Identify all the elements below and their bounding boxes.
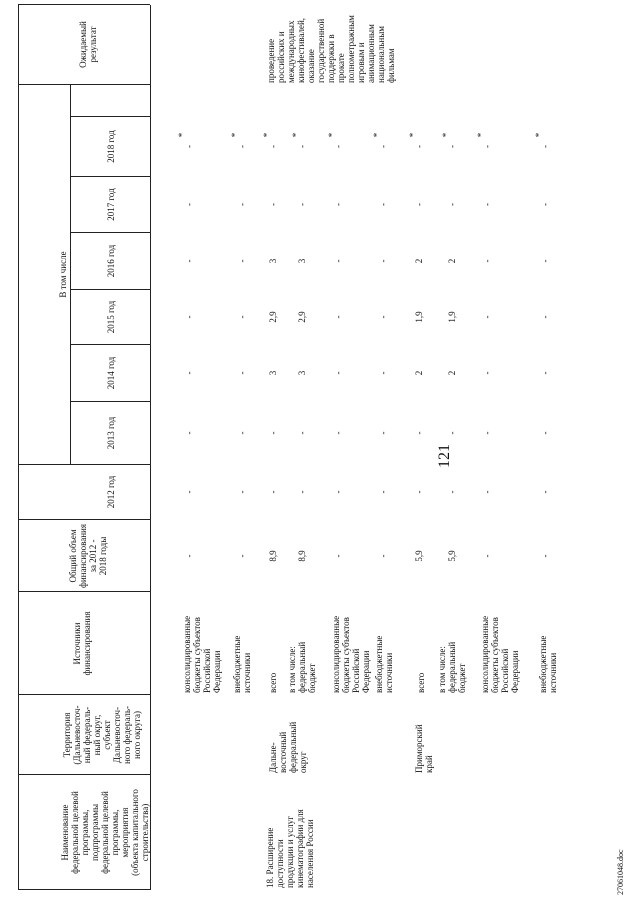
row-value: - (237, 259, 247, 263)
row-value: 3 (268, 258, 278, 264)
row-star: * (327, 132, 337, 138)
row-value: - (184, 371, 194, 375)
row-value: - (378, 490, 388, 494)
row-value: - (297, 490, 307, 494)
row-source: в том числе: федеральный бюджет (437, 641, 467, 693)
row-value: - (237, 315, 247, 319)
row-value: - (333, 431, 343, 435)
rule (18, 889, 150, 890)
header-name: Наименование федеральной целевой программы, подпрограммы федеральной целевой программы, мероприятия (объекта капитального строительства) (60, 789, 150, 876)
row-value: - (447, 203, 457, 206)
row-value: - (540, 145, 550, 148)
row-value: 2 (447, 370, 457, 376)
row-value: - (482, 490, 492, 494)
row-value: 2,9 (297, 311, 307, 323)
row-value: - (184, 490, 194, 494)
row-value: - (540, 203, 550, 206)
row-source: в том числе: федеральный бюджет (287, 641, 317, 693)
row-value: - (268, 145, 278, 148)
row-value: - (378, 259, 388, 263)
header-total: Общий объем финансирования за 2012 - 2018 годы (68, 524, 108, 588)
row-value: - (333, 145, 343, 148)
table-top-rule (18, 5, 19, 890)
row-total: 8,9 (268, 550, 278, 562)
header-year-2016: 2016 год (106, 244, 116, 278)
territory-primorsky: Приморский край (414, 724, 434, 773)
rule (18, 591, 150, 592)
row-value: - (482, 259, 492, 263)
item-result: проведение российских и международных кинофестивалей, оказание государственной поддержки в прокате полнометражным игровым и анимационным национальным фильмам (266, 15, 396, 83)
row-value: 2 (414, 370, 424, 376)
row-value: 1,9 (447, 311, 457, 323)
page-number: 121 (436, 444, 453, 468)
row-value: - (333, 490, 343, 494)
row-star: * (262, 132, 272, 138)
row-value: - (297, 431, 307, 435)
row-total: - (184, 554, 194, 558)
header-sources: Источники финансирования (72, 611, 92, 676)
rule (18, 519, 150, 520)
row-value: - (237, 490, 247, 494)
row-value: - (482, 145, 492, 148)
row-value: - (184, 145, 194, 148)
row-value: 2 (414, 258, 424, 264)
row-value: - (447, 431, 457, 435)
header-territory: Территория (Дальневосточ- ный федераль- ный округ, субъект Дальневосточ- ного федераль- ного округа) (62, 705, 142, 765)
row-value: - (237, 371, 247, 375)
header-year-2012: 2012 год (106, 475, 116, 509)
row-source: консолидированные бюджеты субъектов Российской Федерации (331, 615, 371, 693)
header-year-2013: 2013 год (106, 416, 116, 450)
row-value: - (297, 203, 307, 206)
row-value: - (447, 490, 457, 494)
row-star: * (441, 132, 451, 138)
row-value: - (184, 259, 194, 263)
row-source: внебюджетные источники (538, 635, 558, 693)
row-source: всего (268, 672, 278, 693)
row-value: - (482, 203, 492, 206)
row-value: - (184, 315, 194, 319)
row-value: - (268, 203, 278, 206)
header-year-2014: 2014 год (106, 356, 116, 390)
row-value: - (184, 431, 194, 435)
row-value: - (237, 145, 247, 148)
row-value: - (237, 203, 247, 206)
row-value: - (268, 490, 278, 494)
row-value: - (333, 203, 343, 206)
row-value: - (333, 315, 343, 319)
row-star: * (291, 132, 301, 138)
file-name-footer: 27061048.doc (616, 849, 625, 895)
row-value: - (237, 431, 247, 435)
row-total: - (237, 554, 247, 558)
row-source: консолидированные бюджеты субъектов Российской Федерации (182, 615, 222, 693)
row-source: всего (416, 672, 426, 693)
row-source: внебюджетные источники (374, 635, 394, 693)
row-value: - (540, 431, 550, 435)
row-star: * (476, 132, 486, 138)
row-total: 5,9 (414, 550, 424, 562)
row-value: - (414, 431, 424, 435)
row-value: - (414, 490, 424, 494)
row-value: - (268, 431, 278, 435)
row-value: - (378, 315, 388, 319)
row-star: * (230, 132, 240, 138)
row-value: - (540, 315, 550, 319)
row-value: 2,9 (268, 311, 278, 323)
row-total: - (482, 554, 492, 558)
rule (18, 84, 150, 85)
row-value: - (540, 490, 550, 494)
row-total: - (333, 554, 343, 558)
header-bottom-rule (150, 5, 151, 890)
row-value: - (378, 203, 388, 206)
header-year-2015: 2015 год (106, 300, 116, 334)
row-value: 2 (447, 258, 457, 264)
row-value: - (333, 371, 343, 375)
row-value: - (414, 145, 424, 148)
row-star: * (408, 132, 418, 138)
row-value: - (540, 259, 550, 263)
row-value: - (184, 203, 194, 206)
incl-rule (70, 85, 71, 465)
row-value: 3 (297, 370, 307, 376)
row-total: 5,9 (447, 550, 457, 562)
rule (18, 774, 150, 775)
row-star: * (372, 132, 382, 138)
row-value: 1,9 (414, 311, 424, 323)
row-value: - (297, 145, 307, 148)
header-incl: В том числе (58, 251, 68, 298)
item-name: 18. Расширение доступности продукции и услуг кинематографии для населения России (265, 809, 315, 888)
rule (18, 464, 150, 465)
row-star: * (534, 132, 544, 138)
row-value: - (333, 259, 343, 263)
header-year-2018: 2018 год (106, 130, 116, 163)
row-total: - (540, 554, 550, 558)
row-value: 3 (268, 370, 278, 376)
row-value: 3 (297, 258, 307, 264)
row-value: - (447, 145, 457, 148)
row-value: - (482, 315, 492, 319)
rule (18, 694, 150, 695)
row-value: - (482, 371, 492, 375)
row-value: - (540, 371, 550, 375)
row-value: - (378, 371, 388, 375)
header-year-2017: 2017 год (106, 188, 116, 221)
territory-far-east: Дальне- восточный федеральный округ (268, 721, 308, 773)
row-value: - (378, 431, 388, 435)
row-value: - (414, 203, 424, 206)
row-total: 8,9 (297, 550, 307, 562)
row-value: - (482, 431, 492, 435)
row-value: - (378, 145, 388, 148)
row-source: внебюджетные источники (232, 635, 252, 693)
row-source: консолидированные бюджеты субъектов Российской Федерации (480, 615, 520, 693)
header-result: Ожидаемый результат (78, 21, 98, 68)
row-star: * (177, 132, 187, 138)
row-total: - (378, 554, 388, 558)
